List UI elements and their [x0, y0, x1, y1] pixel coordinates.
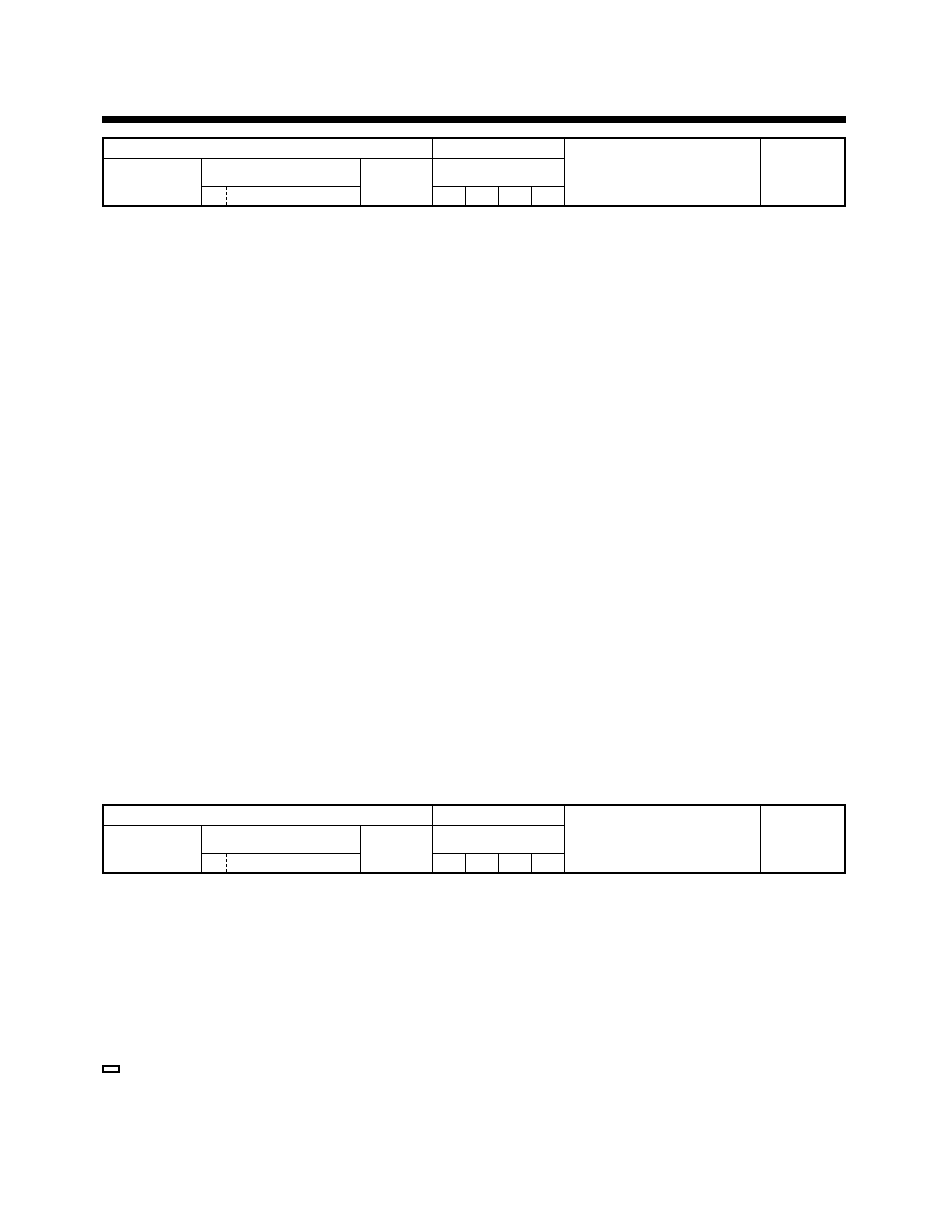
header-gereed: [498, 186, 531, 206]
header-uitlezing: [103, 825, 201, 873]
header-bediening: [432, 853, 465, 873]
header-hulpcode: [226, 853, 360, 873]
header-knipperend: [532, 186, 565, 206]
header-controleren: [761, 138, 845, 206]
header-timer: [465, 853, 498, 873]
header-sensor: [432, 825, 564, 853]
header-naam: [565, 138, 761, 206]
header-sensor: [432, 158, 564, 186]
header-storingscode: [103, 138, 432, 158]
chapter-rule: [102, 116, 846, 123]
header-draadloos: [432, 805, 564, 825]
terminologie-label: [102, 1065, 120, 1073]
header-7seg: [201, 158, 360, 186]
header-7seg: [201, 825, 360, 853]
error-code-table: [102, 137, 846, 207]
header-knipperend: [532, 853, 565, 873]
header-draadloos: [432, 138, 564, 158]
chapter-heading: [103, 70, 115, 74]
header-storingscode: [103, 805, 432, 825]
header-timer: [465, 186, 498, 206]
header-display-hoofd: [103, 158, 201, 206]
header-gereed: [498, 853, 531, 873]
header-controleren: [761, 805, 845, 873]
header-hulpcode: [226, 186, 360, 206]
header-bediening: [432, 186, 465, 206]
header-naam: [565, 805, 761, 873]
header-ainet: [360, 825, 432, 873]
header-ainet: [360, 158, 432, 206]
tcc-link-table: [102, 804, 846, 874]
